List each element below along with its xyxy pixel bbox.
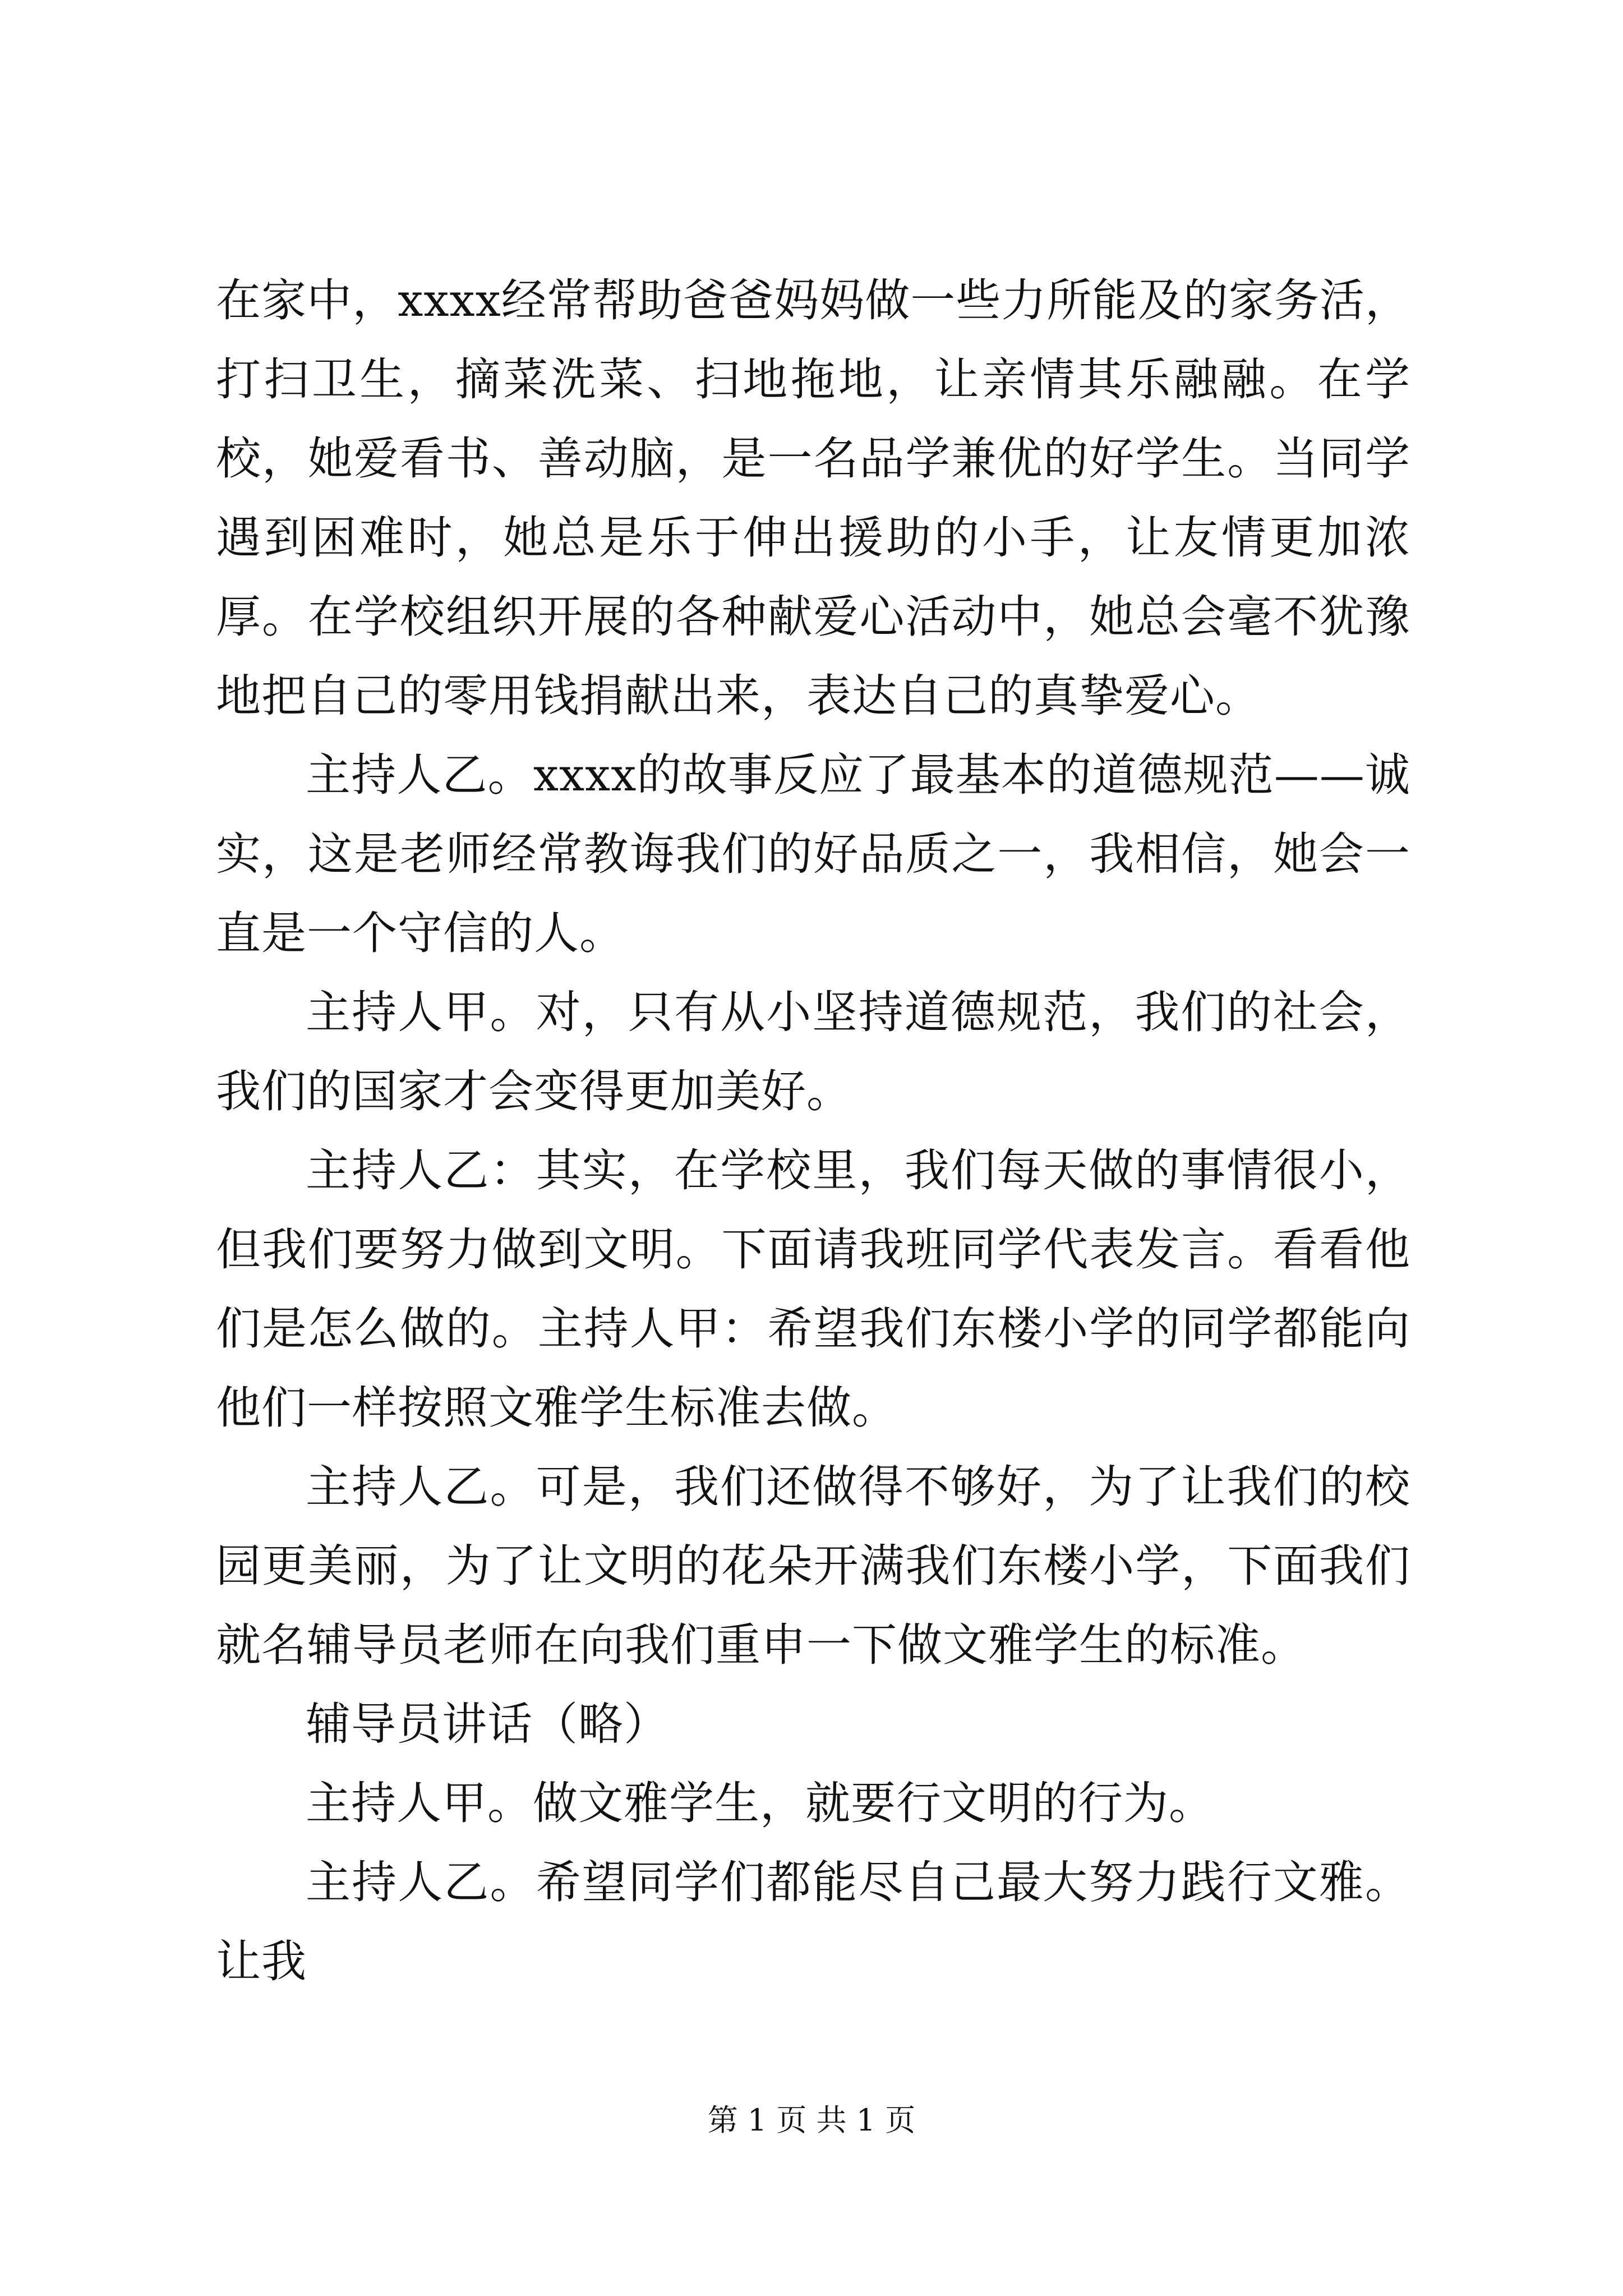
paragraph: 主持人乙。希望同学们都能尽自己最大努力践行文雅。让我	[216, 1856, 1410, 1987]
paragraph: 主持人甲。对，只有从小坚持道德规范，我们的社会，我们的国家才会变得更加美好。	[216, 986, 1410, 1117]
paragraph: 在家中，xxxx经常帮助爸爸妈妈做一些力所能及的家务活，打扫卫生，摘菜洗菜、扫地拖地，让亲情其乐融融。在学校，她爱看书、善动脑，是一名品学兼优的好学生。当同学遇到困难时，她总是乐于伸出援助的小手，让友情更加浓厚。在学校组织开展的各种献爱心活动中，她总会毫不犹豫地把自己的零用钱捐献出来，表达自己的真挚爱心。	[216, 274, 1410, 722]
document-body	[216, 261, 1410, 2001]
paragraph: 主持人乙。xxxx的故事反应了最基本的道德规范——诚实，这是老师经常教诲我们的好品质之一，我相信，她会一直是一个守信的人。	[216, 749, 1410, 959]
page-footer: 第 1 页 共 1 页	[707, 2102, 916, 2138]
paragraph: 主持人甲。做文雅学生，就要行文明的行为。	[306, 1777, 1214, 1829]
paragraph: 辅导员讲话（略）	[306, 1698, 669, 1750]
paragraph: 主持人乙：其实，在学校里，我们每天做的事情很小，但我们要努力做到文明。下面请我班同学代表发言。看看他们是怎么做的。主持人甲：希望我们东楼小学的同学都能向他们一样按照文雅学生标准去做。	[216, 1144, 1410, 1434]
paragraph: 主持人乙。可是，我们还做得不够好，为了让我们的校园更美丽，为了让文明的花朵开满我们东楼小学，下面我们就名辅导员老师在向我们重申一下做文雅学生的标准。	[216, 1461, 1410, 1671]
